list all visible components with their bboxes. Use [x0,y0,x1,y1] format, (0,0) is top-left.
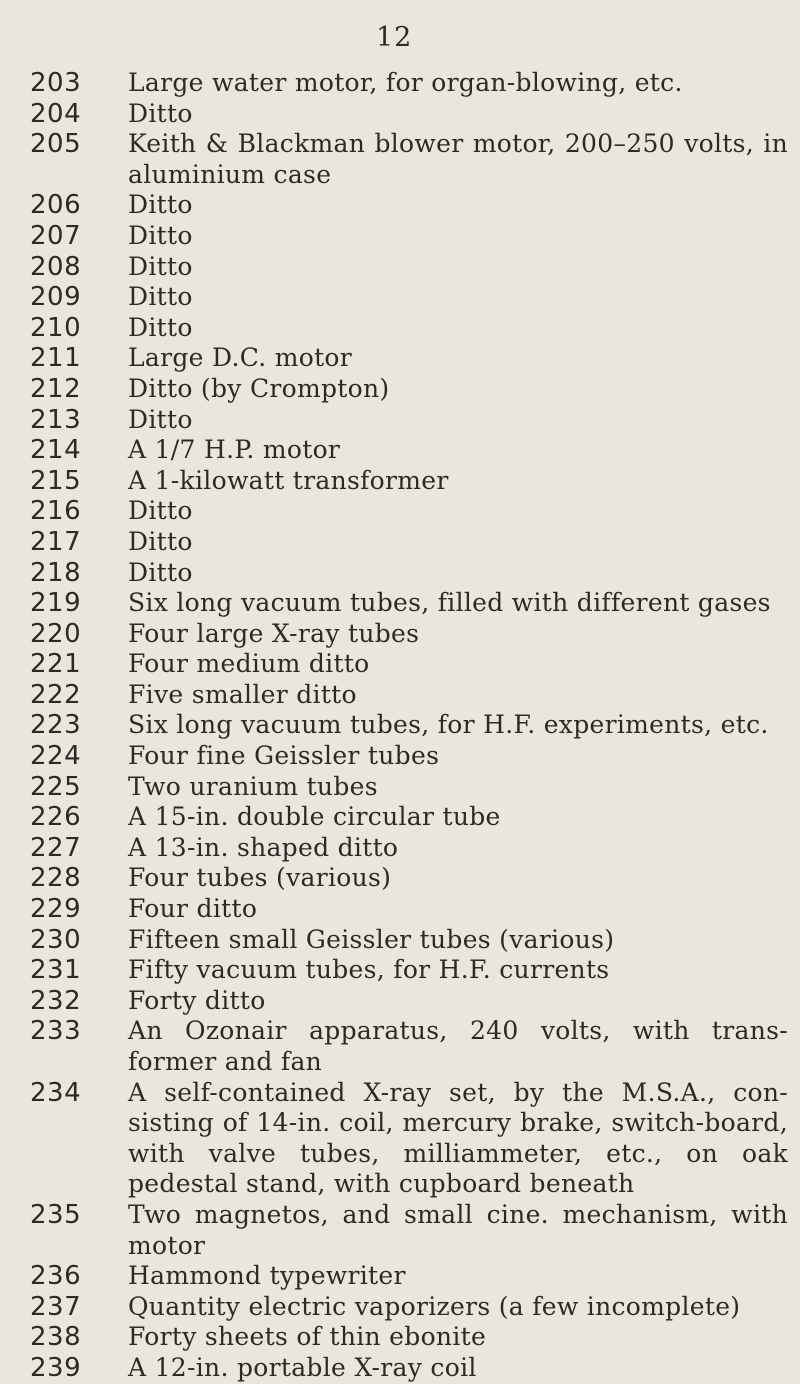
lot-number: 220 [30,618,82,649]
catalogue-entry [30,68,790,99]
catalogue-entry [30,343,790,374]
lot-number: 236 [30,1261,82,1292]
lot-number: 213 [30,404,82,435]
lot-number: 226 [30,802,82,833]
lot-number: 208 [30,251,82,282]
catalogue-entry [30,252,790,283]
catalogue-entry [30,710,790,741]
catalogue-entry [30,649,790,680]
catalogue-entry [30,405,790,436]
lot-description: Forty sheets of thin ebonite [128,1322,487,1352]
lot-description: Hammond typewriter [128,1261,406,1291]
catalogue-entry [30,435,790,466]
catalogue-entry [30,955,790,986]
catalogue-entry [30,680,790,711]
lot-number: 225 [30,771,82,802]
lot-description: Four tubes (various) [128,863,392,893]
lot-description: Large D.C. motor [128,343,353,373]
lot-description: Two magnetos, and small cine. mechanism, with motor [128,1199,788,1260]
catalogue-entry [30,282,790,313]
lot-description: Ditto [128,220,193,250]
catalogue-list [30,68,790,1384]
lot-description: A 1/7 H.P. motor [128,435,341,465]
catalogue-entry [30,1292,790,1323]
lot-number: 204 [30,98,82,129]
lot-number: 227 [30,832,82,863]
lot-description: A 1-kilowatt transformer [128,465,449,495]
lot-number: 238 [30,1322,82,1353]
lot-description: A 15-in. double circular tube [128,802,501,832]
lot-number: 203 [30,68,82,98]
lot-number: 229 [30,894,82,925]
lot-description: Ditto [128,526,193,556]
catalogue-entry [30,99,790,130]
lot-description: Four medium ditto [128,649,370,679]
lot-description: Two uranium tubes [128,771,378,801]
catalogue-entry [30,496,790,527]
lot-description: Four large X-ray tubes [128,618,420,648]
lot-number: 221 [30,649,82,680]
catalogue-entry [30,527,790,558]
lot-description: Keith & Blackman blower motor, 200–250 volts, in aluminium case [128,129,788,189]
lot-description: Fifteen small Geissler tubes (various) [128,924,615,954]
catalogue-entry [30,1322,790,1353]
lot-description: Ditto [128,251,193,281]
catalogue-entry [30,313,790,344]
lot-number: 205 [30,129,82,160]
lot-description: Ditto [128,404,193,434]
lot-number: 235 [30,1199,82,1230]
catalogue-entry [30,1353,790,1384]
lot-description: Forty ditto [128,985,266,1015]
lot-description: Six long vacuum tubes, filled with different gases [128,588,771,618]
lot-number: 234 [30,1077,82,1108]
catalogue-entry [30,833,790,864]
lot-description: Four ditto [128,894,258,924]
lot-description: Ditto [128,312,193,342]
lot-description: Fifty vacuum tubes, for H.F. currents [128,955,610,985]
lot-description: An Ozonair apparatus, 240 volts, with trans-former and fan [128,1016,788,1076]
catalogue-entry [30,863,790,894]
lot-description: A self-contained X-ray set, by the M.S.A., con-sisting of 14-in. coil, mercury brake, switch-board, with valve tubes, milliammeter, etc., on oak pedestal stand, with cupboard beneath [128,1077,788,1199]
lot-number: 233 [30,1016,82,1047]
page-number: 12 [376,22,413,53]
lot-description: Ditto [128,557,193,587]
lot-description: Ditto [128,282,193,312]
lot-description: Ditto (by Crompton) [128,373,390,403]
lot-number: 209 [30,282,82,313]
lot-description: Ditto [128,98,193,128]
catalogue-entry [30,741,790,772]
lot-description: Ditto [128,190,193,220]
catalogue-entry [30,802,790,833]
lot-description: Four fine Geissler tubes [128,741,440,771]
lot-number: 224 [30,741,82,772]
lot-number: 228 [30,863,82,894]
lot-description: Quantity electric vaporizers (a few incomplete) [128,1291,741,1321]
lot-number: 239 [30,1352,82,1383]
lot-description: Six long vacuum tubes, for H.F. experiments, etc. [128,710,769,740]
lot-description: Large water motor, for organ-blowing, etc. [128,68,683,97]
catalogue-entry [30,588,790,619]
lot-number: 222 [30,679,82,710]
catalogue-entry [30,1200,790,1261]
lot-number: 216 [30,496,82,527]
lot-description: Ditto [128,496,193,526]
catalogue-entry [30,466,790,497]
catalogue-entry [30,619,790,650]
lot-number: 237 [30,1291,82,1322]
lot-number: 230 [30,924,82,955]
lot-number: 218 [30,557,82,588]
lot-number: 232 [30,985,82,1016]
catalogue-entry [30,1078,790,1200]
catalogue-entry [30,925,790,956]
lot-number: 206 [30,190,82,221]
lot-description: A 12-in. portable X-ray coil [128,1352,477,1382]
lot-number: 219 [30,588,82,619]
lot-number: 217 [30,526,82,557]
catalogue-entry [30,1016,790,1077]
lot-number: 211 [30,343,82,374]
catalogue-entry [30,221,790,252]
catalogue-entry [30,894,790,925]
lot-number: 223 [30,710,82,741]
lot-description: A 13-in. shaped ditto [128,832,399,862]
lot-number: 231 [30,955,82,986]
lot-number: 207 [30,220,82,251]
lot-number: 215 [30,465,82,496]
catalogue-entry [30,374,790,405]
catalogue-entry [30,129,790,190]
catalogue-entry [30,986,790,1017]
lot-number: 214 [30,435,82,466]
catalogue-entry [30,1261,790,1292]
lot-number: 210 [30,312,82,343]
catalogue-entry [30,190,790,221]
catalogue-entry [30,558,790,589]
catalogue-entry [30,772,790,803]
lot-description: Five smaller ditto [128,679,357,709]
lot-number: 212 [30,373,82,404]
